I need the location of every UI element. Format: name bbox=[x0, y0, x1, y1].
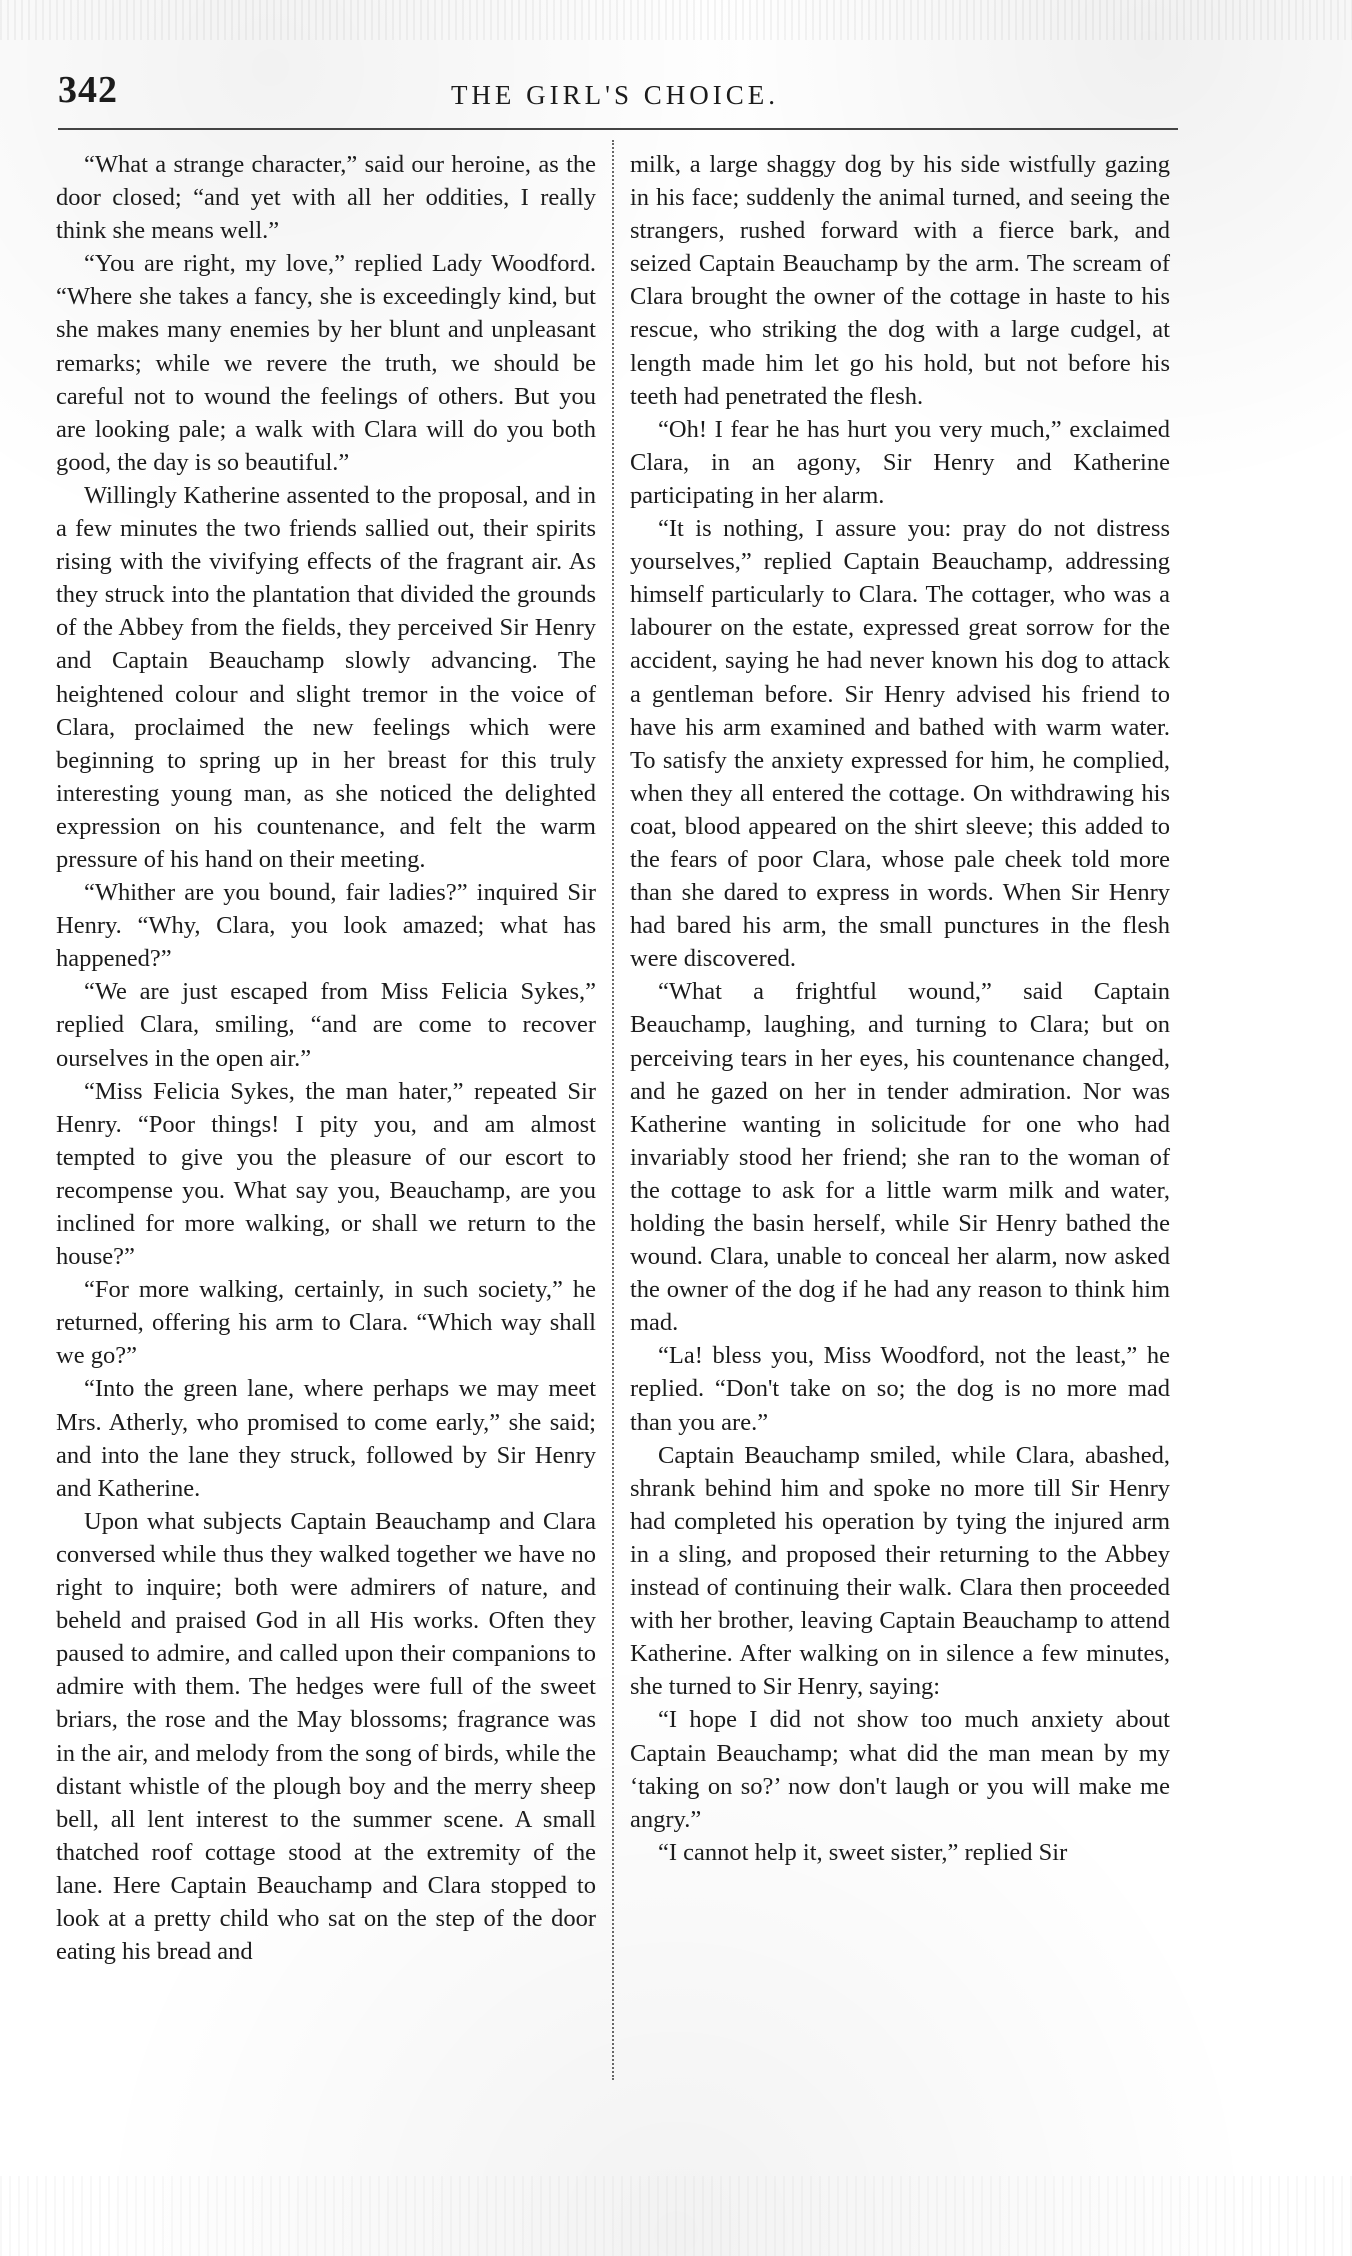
scan-noise-top bbox=[0, 0, 1352, 40]
paragraph: Upon what subjects Captain Beauchamp and Clara conversed while thus they walked together we have no right to inquire; both were admirers of nature, and beheld and praised God in all His works. Often they paused to admire, and called upon their companions to admire with them. The hedges were full of the sweet briars, the rose and the May blossoms; fragrance was in the air, and melody from the song of birds, while the distant whistle of the plough boy and the merry sheep bell, all lent interest to the summer scene. A small thatched roof cottage stood at the extremity of the lane. Here Captain Beauchamp and Clara stopped to look at a pretty child who sat on the step of the door eating his bread and bbox=[56, 1507, 596, 1966]
paragraph: “La! bless you, Miss Woodford, not the least,” he replied. “Don't take on so; the dog is no more mad than you are.” bbox=[630, 1342, 1170, 1436]
paragraph: “What a strange character,” said our heroine, as the door closed; “and yet with all her oddities, I really think she means well.” bbox=[56, 151, 596, 245]
paragraph: “I cannot help it, sweet sister,” replied Sir bbox=[658, 1838, 1068, 1866]
page-number: 342 bbox=[58, 69, 118, 111]
paragraph-continued: milk, a large shaggy dog by his side wistfully gazing in his face; suddenly the animal turned, and seeing the strangers, rushed forward with a fierce bark, and seized Captain Beauchamp by the arm. The scream of Clara brought the owner of the cottage in haste to his rescue, who striking the dog with a large cudgel, at length made him let go his hold, but not before his teeth had penetrated the flesh. bbox=[630, 151, 1170, 410]
paragraph: “What a frightful wound,” said Captain Beauchamp, laughing, and turning to Clara; but on perceiving tears in her eyes, his countenance changed, and he gazed on her in tender admiration. Nor was Katherine wanting in solicitude for one who had invariably stood her friend; she ran to the woman of the cottage to ask for a little warm milk and water, holding the basin herself, while Sir Henry bathed the wound. Clara, unable to conceal her alarm, now asked the owner of the dog if he had any reason to think him mad. bbox=[630, 978, 1170, 1337]
header-rule bbox=[58, 128, 1178, 130]
paragraph: “We are just escaped from Miss Felicia Sykes,” replied Clara, smiling, “and are come to recover ourselves in the open air.” bbox=[56, 978, 596, 1072]
left-column bbox=[56, 148, 596, 1968]
paragraph: “Into the green lane, where perhaps we may meet Mrs. Atherly, who promised to come early,” she said; and into the lane they struck, followed by Sir Henry and Katherine. bbox=[56, 1375, 596, 1502]
paragraph: “Whither are you bound, fair ladies?” inquired Sir Henry. “Why, Clara, you look amazed; what has happened?” bbox=[56, 879, 596, 973]
paragraph: “For more walking, certainly, in such society,” he returned, offering his arm to Clara. “Which way shall we go?” bbox=[56, 1276, 596, 1370]
paragraph: “You are right, my love,” replied Lady Woodford. “Where she takes a fancy, she is exceedingly kind, but she makes many enemies by her blunt and unpleasant remarks; while we revere the truth, we should be careful not to wound the feelings of others. But you are looking pale; a walk with Clara will do you both good, the day is so beautiful.” bbox=[56, 250, 596, 476]
paragraph: “Oh! I fear he has hurt you very much,” exclaimed Clara, in an agony, Sir Henry and Katherine participating in her alarm. bbox=[630, 415, 1170, 509]
paragraph: Willingly Katherine assented to the proposal, and in a few minutes the two friends sallied out, their spirits rising with the vivifying effects of the fragrant air. As they struck into the plantation that divided the grounds of the Abbey from the fields, they perceived Sir Henry and Captain Beauchamp slowly advancing. The heightened colour and slight tremor in the voice of Clara, proclaimed the new feelings which were beginning to spring up in her breast for this truly interesting young man, as she noticed the delighted expression on his countenance, and felt the warm pressure of his hand on their meeting. bbox=[56, 481, 596, 873]
running-title: THE GIRL'S CHOICE. bbox=[450, 80, 780, 110]
paragraph: “Miss Felicia Sykes, the man hater,” repeated Sir Henry. “Poor things! I pity you, and am almost tempted to give you the pleasure of our escort to recompense you. What say you, Beauchamp, are you inclined for more walking, or shall we return to the house?” bbox=[56, 1077, 596, 1271]
paragraph: Captain Beauchamp smiled, while Clara, abashed, shrank behind him and spoke no more till Sir Henry had completed his operation by tying the injured arm in a sling, and proposed their returning to the Abbey instead of continuing their walk. Clara then proceeded with her brother, leaving Captain Beauchamp to attend Katherine. After walking on in silence a few minutes, she turned to Sir Henry, saying: bbox=[630, 1441, 1170, 1701]
right-column bbox=[630, 148, 1170, 1869]
paragraph: “I hope I did not show too much anxiety about Captain Beauchamp; what did the man mean by my ‘taking on so?’ now don't laugh or you will make me angry.” bbox=[630, 1706, 1170, 1833]
page-header bbox=[50, 68, 1180, 118]
paragraph: “It is nothing, I assure you: pray do not distress yourselves,” replied Captain Beauchamp, addressing himself particularly to Clara. The cottager, who was a labourer on the estate, expressed great sorrow for the accident, saying he had never known his dog to attack a gentleman before. Sir Henry advised his friend to have his arm examined and bathed with warm water. To satisfy the anxiety expressed for him, he complied, when they all entered the cottage. On withdrawing his coat, blood appeared on the shirt sleeve; this added to the fears of poor Clara, whose pale cheek told more than she dared to express in words. When Sir Henry had bared his arm, the small punctures in the flesh were discovered. bbox=[630, 515, 1170, 973]
column-divider bbox=[612, 140, 614, 2080]
scan-noise-bottom bbox=[0, 2176, 1352, 2256]
